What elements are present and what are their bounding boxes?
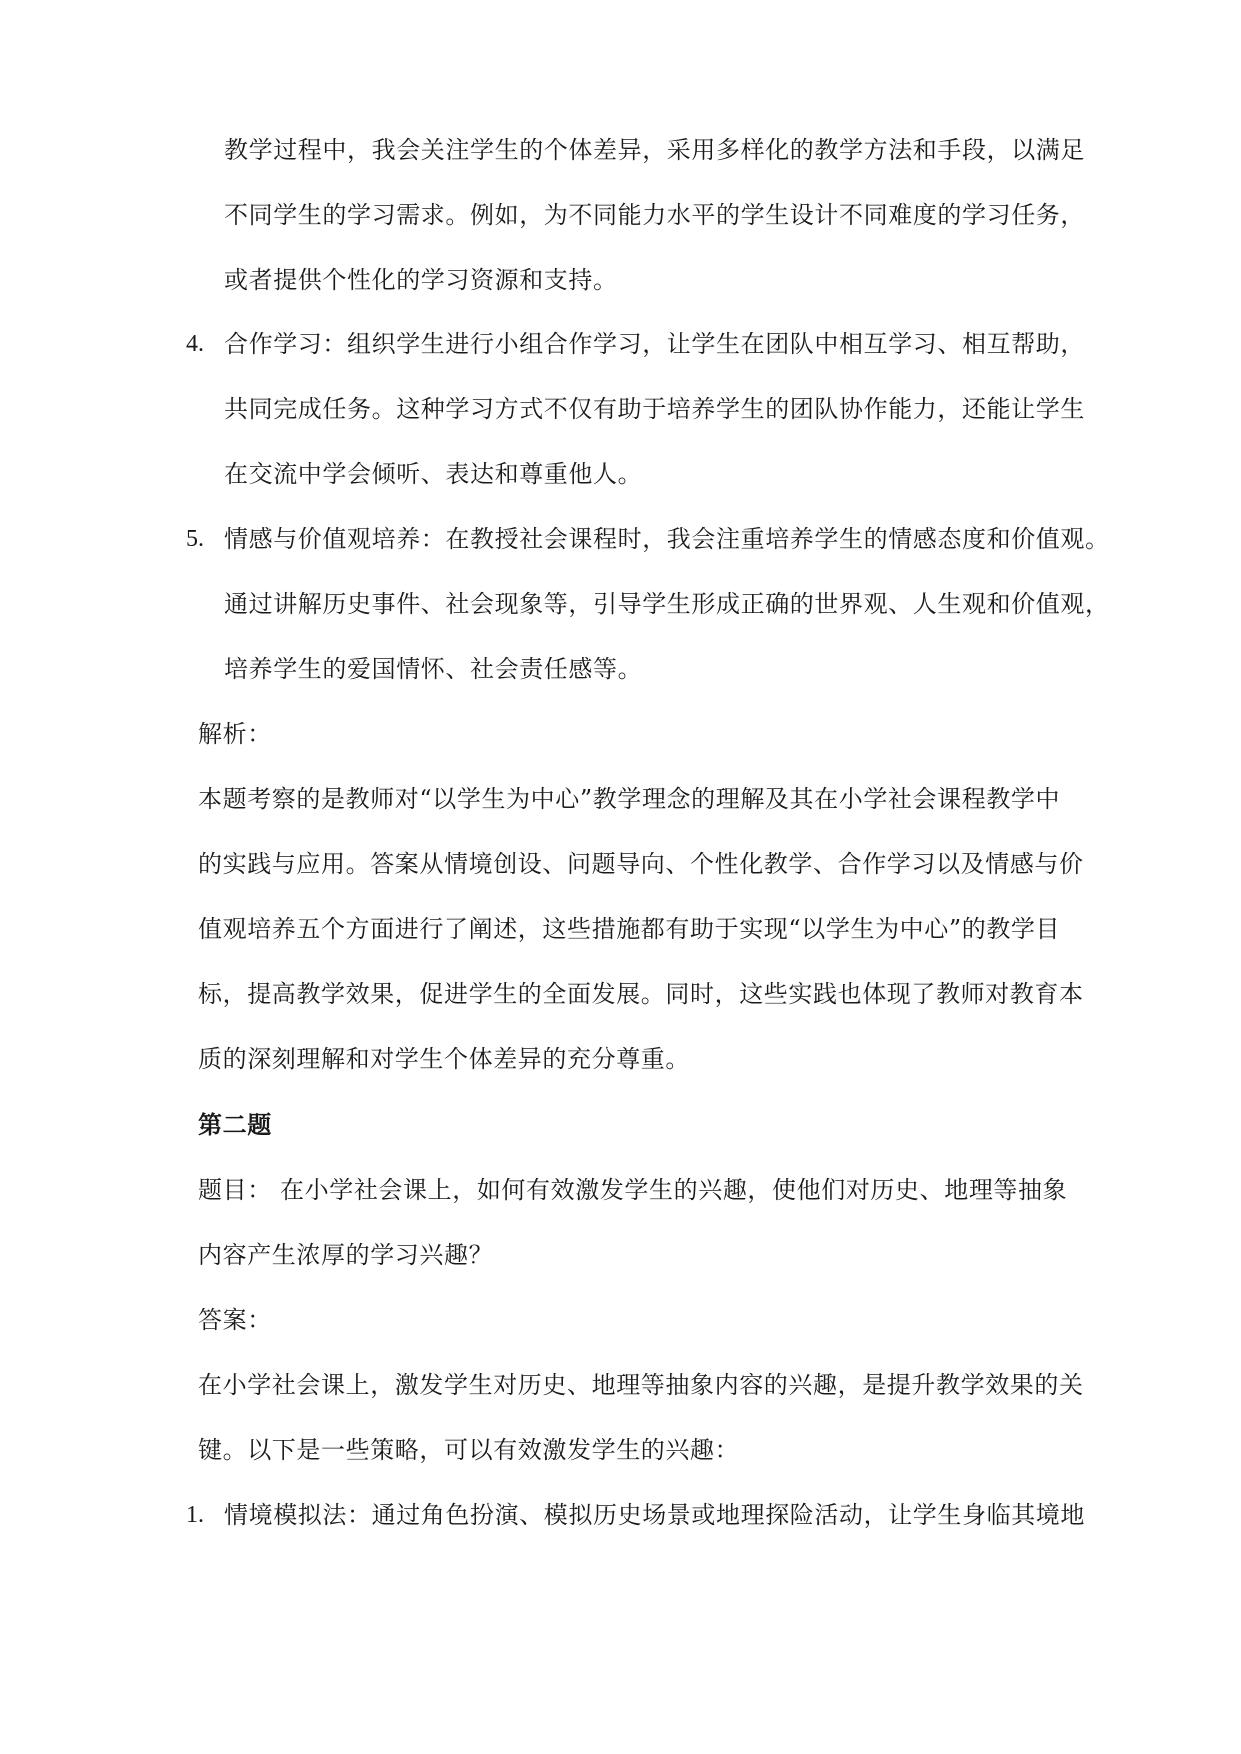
question2-prompt-line-1: 题目： 在小学社会课上，如何有效激发学生的兴趣，使他们对历史、地理等抽象 — [198, 1176, 1068, 1204]
analysis-line-2: 的实践与应用。答案从情境创设、问题导向、个性化教学、合作学习以及情感与价 — [198, 850, 1084, 878]
item5-line-3: 培养学生的爱国情怀、社会责任感等。 — [224, 655, 643, 683]
analysis-line-1: 本题考察的是教师对“以学生为中心”教学理念的理解及其在小学社会课程教学中 — [198, 785, 1061, 813]
item5-line-1: 情感与价值观培养：在教授社会课程时，我会注重培养学生的情感态度和价值观。 — [224, 525, 1110, 553]
item4-line-2: 共同完成任务。这种学习方式不仅有助于培养学生的团队协作能力，还能让学生 — [224, 395, 1085, 423]
item3-line-1: 教学过程中，我会关注学生的个体差异，采用多样化的教学方法和手段，以满足 — [224, 136, 1085, 164]
item3-line-3: 或者提供个性化的学习资源和支持。 — [224, 266, 618, 294]
item5-line-2: 通过讲解历史事件、社会现象等，引导学生形成正确的世界观、人生观和价值观， — [224, 590, 1110, 618]
item4-line-1: 合作学习：组织学生进行小组合作学习，让学生在团队中相互学习、相互帮助， — [224, 330, 1085, 358]
q2-item1-line-1: 情境模拟法：通过角色扮演、模拟历史场景或地理探险活动，让学生身临其境地 — [224, 1501, 1085, 1529]
item3-line-2: 不同学生的学习需求。例如，为不同能力水平的学生设计不同难度的学习任务， — [224, 201, 1085, 229]
item4-line-3: 在交流中学会倾听、表达和尊重他人。 — [224, 460, 643, 488]
item4-number: 4. — [186, 331, 204, 357]
analysis-line-4: 标，提高教学效果，促进学生的全面发展。同时，这些实践也体现了教师对教育本 — [198, 980, 1084, 1008]
analysis-line-3: 值观培养五个方面进行了阐述，这些措施都有助于实现“以学生为中心”的教学目 — [198, 915, 1061, 943]
analysis-label: 解析： — [198, 720, 272, 748]
analysis-line-5: 质的深刻理解和对学生个体差异的充分尊重。 — [198, 1045, 690, 1073]
question2-answer-line-2: 键。以下是一些策略，可以有效激发学生的兴趣： — [198, 1436, 740, 1464]
q2-item1-number: 1. — [186, 1502, 204, 1528]
question2-prompt-line-2: 内容产生浓厚的学习兴趣？ — [198, 1241, 494, 1269]
item5-number: 5. — [186, 526, 204, 552]
question2-answer-label: 答案： — [198, 1306, 272, 1334]
question2-answer-line-1: 在小学社会课上，激发学生对历史、地理等抽象内容的兴趣，是提升教学效果的关 — [198, 1371, 1084, 1399]
question2-heading: 第二题 — [198, 1110, 272, 1139]
